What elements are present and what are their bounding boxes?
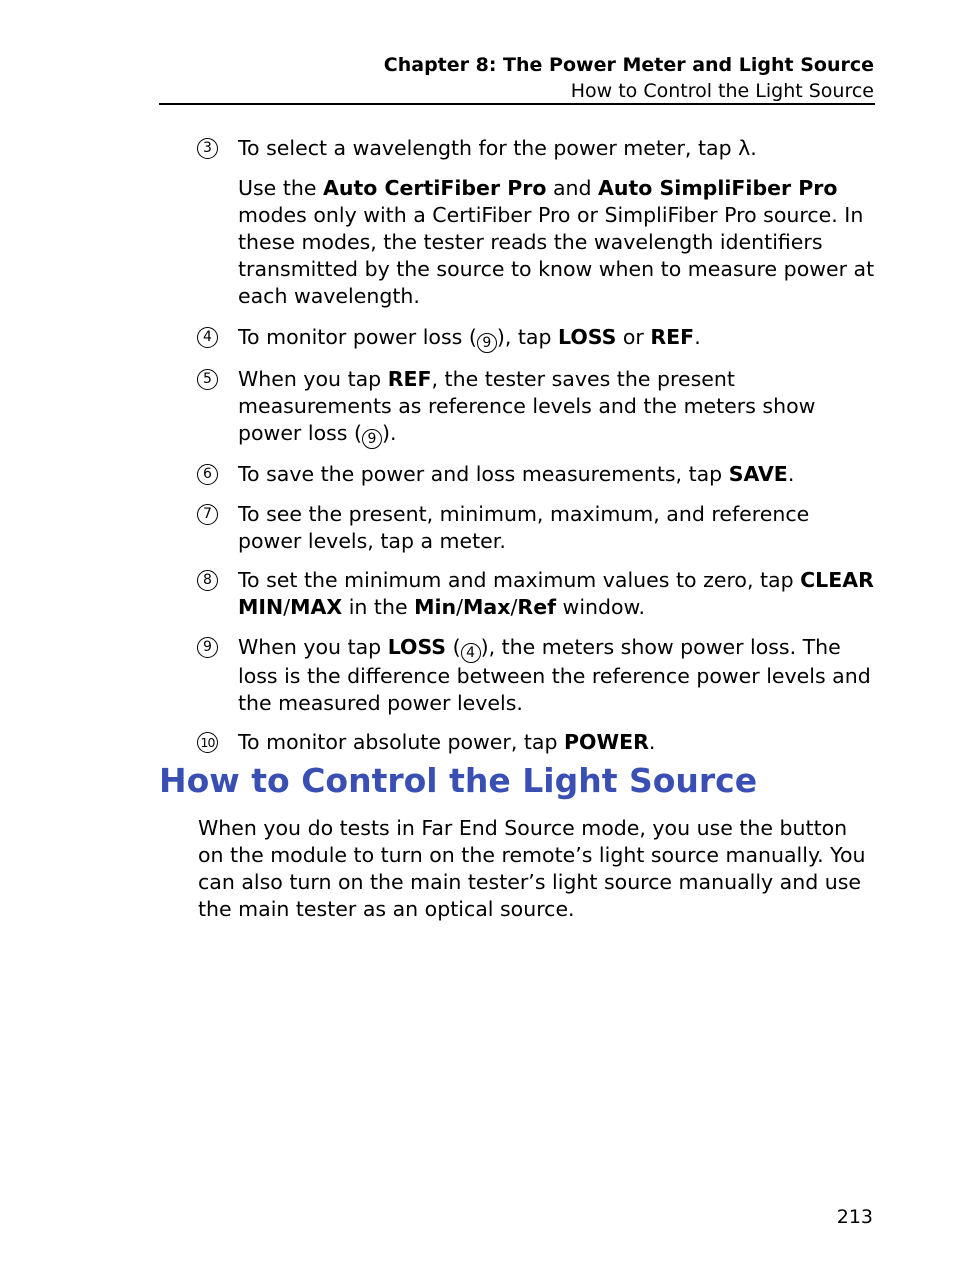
text-run: ), tap <box>496 325 558 349</box>
step-text: To see the present, minimum, maximum, and reference power levels, tap a meter. <box>238 502 810 553</box>
text-run: To set the minimum and maximum values to zero, tap <box>238 568 801 592</box>
step-6 <box>197 461 877 488</box>
page-number: 213 <box>836 1206 873 1228</box>
step-number: 4 <box>197 327 218 348</box>
ui-label: REF <box>387 367 432 391</box>
text-run: ( <box>446 635 461 659</box>
mode-name: Auto CertiFiber Pro <box>322 176 547 200</box>
text-run: To monitor power loss ( <box>238 325 477 349</box>
step-3-note <box>197 175 877 310</box>
step-3 <box>197 135 877 162</box>
body-paragraph: When you do tests in Far End Source mode, you use the button on the module to turn on the remote’s light source manually. You can also turn on the main tester’s light source manually and use the main tester as an optical source. <box>198 816 866 921</box>
text-run: . <box>787 462 795 486</box>
text-run: modes only with a CertiFiber Pro or SimpliFiber Pro source. In these modes, the tester reads the wavelength identifiers transmitted by the source to know when to measure power at each wavelength. <box>238 203 875 308</box>
text-run: / <box>283 595 291 619</box>
text-run: . <box>648 730 656 754</box>
text-run: in the <box>342 595 415 619</box>
text-run: To save the power and loss measurements, tap <box>238 462 729 486</box>
step-7 <box>197 501 877 555</box>
step-4 <box>197 324 877 353</box>
text-run: , the tester saves the present measurements as reference levels and the meters show power loss ( <box>238 367 816 445</box>
text-run: ), the meters show power loss. The loss is the difference between the reference power levels and the measured power levels. <box>238 635 871 715</box>
mode-name: Auto SimpliFiber Pro <box>598 176 838 200</box>
text-run: To monitor absolute power, tap <box>238 730 564 754</box>
step-number: 8 <box>197 570 218 591</box>
header-rule <box>159 103 875 105</box>
text-run: / <box>456 595 464 619</box>
text-run: . <box>694 325 701 349</box>
ui-label: REF <box>650 325 695 349</box>
step-text: To select a wavelength for the power meter, tap λ. <box>238 136 757 160</box>
callout-ref: 9 <box>477 333 497 353</box>
callout-ref: 9 <box>362 429 382 449</box>
text-run: and <box>546 176 599 200</box>
text-run: or <box>616 325 651 349</box>
step-number: 5 <box>197 369 218 390</box>
text-run: When you tap <box>238 635 388 659</box>
ui-label: Max <box>463 595 511 619</box>
step-8 <box>197 567 877 621</box>
step-number: 6 <box>197 464 218 485</box>
callout-ref: 4 <box>461 643 481 663</box>
ui-label: CLEAR MIN <box>238 568 874 619</box>
text-run: ). <box>382 421 397 445</box>
step-9 <box>197 634 877 717</box>
step-number: 10 <box>197 732 218 753</box>
step-number: 3 <box>197 138 218 159</box>
header-chapter: Chapter 8: The Power Meter and Light Source <box>383 54 874 76</box>
step-number: 7 <box>197 504 218 525</box>
ui-label: Ref <box>517 595 557 619</box>
step-5 <box>197 366 877 449</box>
ui-label: LOSS <box>558 325 617 349</box>
ui-label: MAX <box>290 595 343 619</box>
step-10 <box>197 729 877 756</box>
ui-label: SAVE <box>728 462 788 486</box>
text-run: Use the <box>238 176 323 200</box>
section-heading: How to Control the Light Source <box>159 761 758 800</box>
ui-label: LOSS <box>387 635 447 659</box>
header-section: How to Control the Light Source <box>570 80 874 102</box>
text-run: window. <box>556 595 645 619</box>
step-number: 9 <box>197 637 218 658</box>
text-run: / <box>510 595 518 619</box>
ui-label: Min <box>414 595 457 619</box>
text-run: When you tap <box>238 367 388 391</box>
ui-label: POWER <box>564 730 649 754</box>
running-header <box>160 52 874 104</box>
step-list <box>197 135 877 756</box>
